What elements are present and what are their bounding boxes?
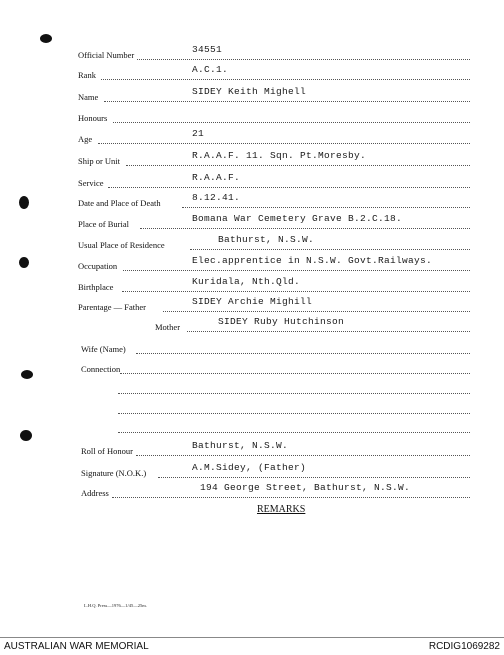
leader-line bbox=[113, 122, 470, 123]
field-label: Usual Place of Residence bbox=[78, 240, 165, 250]
field-wife bbox=[0, 338, 504, 358]
field-label: Connection bbox=[81, 364, 121, 374]
field-connection bbox=[0, 358, 504, 378]
remarks-heading: REMARKS bbox=[257, 504, 306, 515]
field-address bbox=[0, 482, 504, 502]
field-label: Occupation bbox=[78, 261, 118, 271]
leader-line bbox=[158, 477, 470, 478]
leader-line bbox=[112, 497, 470, 498]
leader-line bbox=[163, 311, 470, 312]
field-value: Bathurst, N.S.W. bbox=[192, 440, 289, 451]
connection-blank-line bbox=[118, 393, 470, 394]
field-signature bbox=[0, 462, 504, 482]
field-label: Name bbox=[78, 92, 99, 102]
field-value: SIDEY Ruby Hutchinson bbox=[218, 316, 345, 327]
footer-record-id: RCDIG1069282 bbox=[428, 641, 500, 652]
leader-line bbox=[101, 79, 470, 80]
field-label: Date and Place of Death bbox=[78, 198, 161, 208]
leader-line bbox=[122, 291, 470, 292]
field-label: Age bbox=[78, 134, 93, 144]
field-place-of-burial bbox=[0, 213, 504, 233]
field-date-place-death bbox=[0, 192, 504, 212]
field-value: Bomana War Cemetery Grave B.2.C.18. bbox=[192, 213, 403, 224]
field-value: SIDEY Archie Mighill bbox=[192, 296, 313, 307]
leader-line bbox=[182, 207, 470, 208]
field-label: Birthplace bbox=[78, 282, 114, 292]
field-value: 21 bbox=[192, 128, 205, 139]
field-label: Signature (N.O.K.) bbox=[81, 468, 147, 478]
field-value: R.A.A.F. 11. Sqn. Pt.Moresby. bbox=[192, 150, 367, 161]
field-label: Place of Burial bbox=[78, 219, 129, 229]
field-honours bbox=[0, 107, 504, 127]
field-label: Service bbox=[78, 178, 104, 188]
field-label: Honours bbox=[78, 113, 108, 123]
leader-line bbox=[137, 59, 470, 60]
field-label: Roll of Honour bbox=[81, 446, 133, 456]
field-roll-of-honour bbox=[0, 440, 504, 460]
field-label: Parentage — Father bbox=[78, 302, 146, 312]
leader-line bbox=[136, 353, 470, 354]
connection-blank-line bbox=[118, 432, 470, 433]
field-usual-residence bbox=[0, 234, 504, 254]
punch-hole-1 bbox=[40, 34, 52, 43]
field-label: Rank bbox=[78, 70, 96, 80]
leader-line bbox=[98, 143, 470, 144]
field-age bbox=[0, 128, 504, 148]
field-occupation bbox=[0, 255, 504, 275]
field-rank bbox=[0, 64, 504, 84]
field-value: A.M.Sidey, (Father) bbox=[192, 462, 307, 473]
leader-line bbox=[190, 249, 470, 250]
footer-source: AUSTRALIAN WAR MEMORIAL bbox=[4, 641, 149, 652]
field-label: Address bbox=[81, 488, 109, 498]
field-label: Mother bbox=[155, 322, 181, 332]
field-label: Official Number bbox=[78, 50, 135, 60]
field-service bbox=[0, 172, 504, 192]
field-value: SIDEY Keith Mighell bbox=[192, 86, 307, 97]
field-label: Ship or Unit bbox=[78, 156, 121, 166]
leader-line bbox=[126, 165, 470, 166]
field-birthplace bbox=[0, 276, 504, 296]
field-mother bbox=[0, 316, 504, 336]
field-value: Kuridala, Nth.Qld. bbox=[192, 276, 301, 287]
leader-line bbox=[108, 187, 470, 188]
connection-blank-line bbox=[118, 413, 470, 414]
leader-line bbox=[136, 455, 470, 456]
leader-line bbox=[120, 373, 470, 374]
leader-line bbox=[140, 228, 470, 229]
field-value: 8.12.41. bbox=[192, 192, 241, 203]
field-value: A.C.1. bbox=[192, 64, 229, 75]
archive-footer bbox=[0, 637, 504, 655]
printer-note: L.H.Q. Press—1976—1/45—25m. bbox=[84, 603, 147, 608]
field-parentage-father bbox=[0, 296, 504, 316]
field-value: Bathurst, N.S.W. bbox=[218, 234, 315, 245]
field-value: 194 George Street, Bathurst, N.S.W. bbox=[200, 482, 411, 493]
leader-line bbox=[123, 270, 470, 271]
field-value: R.A.A.F. bbox=[192, 172, 241, 183]
leader-line bbox=[187, 331, 470, 332]
field-label: Wife (Name) bbox=[81, 344, 126, 354]
field-name bbox=[0, 86, 504, 106]
field-value: 34551 bbox=[192, 44, 223, 55]
field-value: Elec.apprentice in N.S.W. Govt.Railways. bbox=[192, 255, 433, 266]
field-ship-or-unit bbox=[0, 150, 504, 170]
leader-line bbox=[104, 101, 470, 102]
field-official-number bbox=[0, 44, 504, 64]
